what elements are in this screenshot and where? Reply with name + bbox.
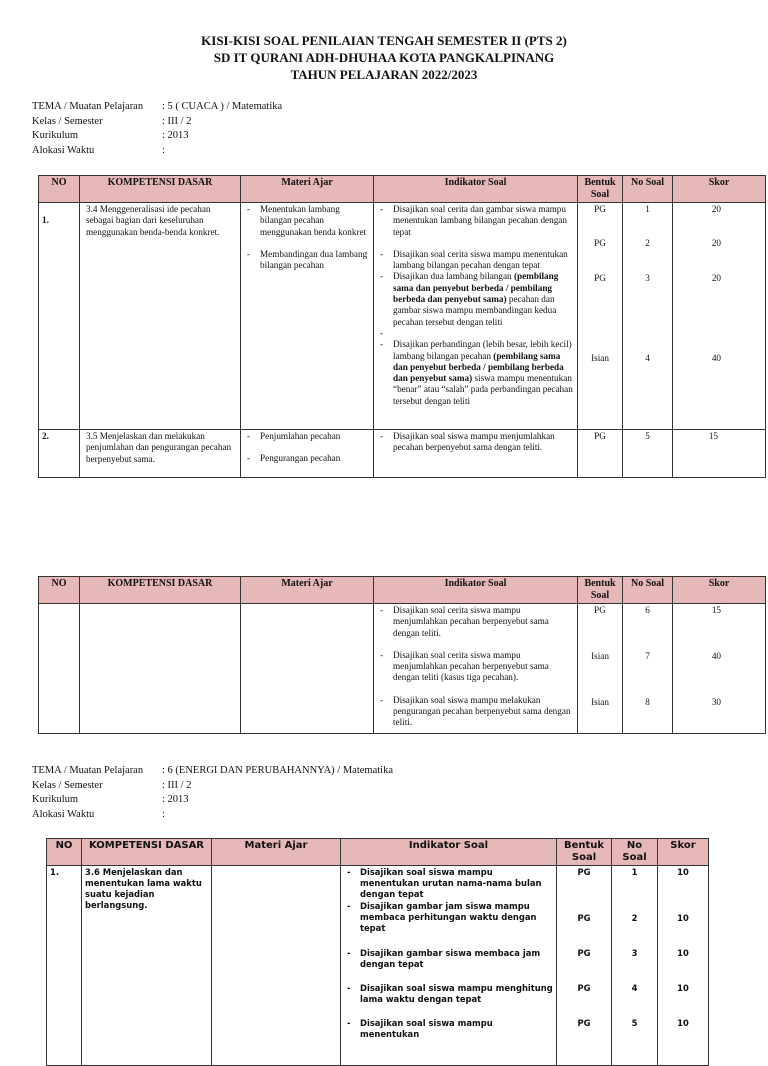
- table-row: [39, 203, 766, 430]
- no-soal: 6 7 8: [623, 604, 673, 734]
- doc-title-line1: KISI-KISI SOAL PENILAIAN TENGAH SEMESTER II (PTS 2): [201, 33, 567, 48]
- tema-label: TEMA / Muatan Pelajaran: [32, 101, 144, 112]
- col-header-bentuk: Bentuk Soal: [578, 577, 623, 604]
- kurikulum-label: Kurikulum: [32, 130, 79, 141]
- bentuk-soal: PG PG PG PG PG: [557, 866, 612, 1066]
- col-header-nosoal: No Soal: [623, 176, 673, 203]
- col-header-indikator: Indikator Soal: [374, 176, 578, 203]
- kelas-value: : III / 2: [162, 115, 192, 127]
- kisi-table-2: [38, 576, 766, 734]
- col-header-skor: Skor: [673, 176, 766, 203]
- row-number: 1.: [47, 866, 82, 1066]
- col-header-materi: Materi Ajar: [212, 839, 341, 866]
- skor: 15 40 30: [673, 604, 766, 734]
- col-header-bentuk: Bentuk Soal: [578, 176, 623, 203]
- indikator-soal: - Disajikan soal siswa mampu menjumlahkan pecahan berpenyebut sama dengan teliti.: [374, 430, 578, 478]
- row-number: 2.: [39, 430, 80, 478]
- col-header-no: NO: [47, 839, 82, 866]
- col-header-no: NO: [39, 176, 80, 203]
- col-header-indikator: Indikator Soal: [374, 577, 578, 604]
- kompetensi-dasar: 3.4 Menggeneralisasi ide pecahan sebagai bagian dari keseluruhan menggunakan benda-benda konkret.: [80, 203, 241, 430]
- row-number: 1.: [39, 203, 80, 430]
- no-soal: 1 2 3 4: [623, 203, 673, 430]
- tema-value: : 5 ( CUACA ) / Matematika: [162, 101, 283, 112]
- skor: 15: [673, 430, 766, 478]
- table-row: [47, 866, 709, 1066]
- col-header-materi: Materi Ajar: [241, 577, 374, 604]
- no-soal: 1 2 3 4 5: [612, 866, 658, 1066]
- no-soal: 5: [623, 430, 673, 478]
- indikator-soal: - Disajikan soal cerita siswa mampu menjumlahkan pecahan berpenyebut sama dengan teliti. - Disajikan soal cerita siswa mampu menjumlahkan pecahan berpenyebut sama dengan teliti (kasus tiga pecahan). - Disajikan soal siswa mampu melakukan pengurangan pecahan berpenyebut sama dengan teliti.: [374, 604, 578, 734]
- kelas-value: : III / 2: [162, 779, 192, 791]
- doc-title-line3: TAHUN PELAJARAN 2022/2023: [290, 67, 478, 82]
- col-header-bentuk: Bentuk Soal: [557, 839, 612, 866]
- kurikulum-label: Kurikulum: [32, 794, 79, 805]
- bentuk-soal: PG Isian Isian: [578, 604, 623, 734]
- kompetensi-dasar: 3.6 Menjelaskan dan menentukan lama waktu suatu kejadian berlangsung.: [82, 866, 212, 1066]
- col-header-no: NO: [39, 577, 80, 604]
- alokasi-value: :: [162, 808, 165, 820]
- indikator-soal: - Disajikan soal siswa mampu menentukan urutan nama-nama bulan dengan tepat - Disajikan gambar jam siswa mampu membaca perhitungan waktu dengan tepat - Disajikan gambar siswa membaca jam dengan tepat - Disajikan soal siswa mampu menghitung lama waktu dengan tepat - Disajikan soal siswa mampu menentukan: [341, 866, 557, 1066]
- col-header-kd: KOMPETENSI DASAR: [80, 176, 241, 203]
- col-header-skor: Skor: [658, 839, 709, 866]
- tema-value: : 6 (ENERGI DAN PERUBAHANNYA) / Matematika: [162, 765, 393, 776]
- alokasi-label: Alokasi Waktu: [32, 808, 95, 820]
- table-row: [39, 604, 766, 734]
- col-header-skor: Skor: [673, 577, 766, 604]
- bentuk-soal: PG: [578, 430, 623, 478]
- row-number: [39, 604, 80, 734]
- materi-ajar: - Menentukan lambang bilangan pecahan menggunakan benda konkret - Membandingan dua lambang bilangan pecahan: [241, 203, 374, 430]
- table-row: [39, 430, 766, 478]
- skor: 20 20 20 40: [673, 203, 766, 430]
- materi-ajar: [212, 866, 341, 1066]
- tema-label: TEMA / Muatan Pelajaran: [32, 765, 144, 776]
- materi-ajar: - Penjumlahan pecahan - Pengurangan pecahan: [241, 430, 374, 478]
- kompetensi-dasar: 3.5 Menjelaskan dan melakukan penjumlahan dan pengurangan pecahan berpenyebut sama.: [80, 430, 241, 478]
- kurikulum-value: : 2013: [162, 794, 189, 805]
- col-header-kd: KOMPETENSI DASAR: [82, 839, 212, 866]
- skor: 10 10 10 10 10: [658, 866, 709, 1066]
- materi-ajar: [241, 604, 374, 734]
- kisi-table-1: [38, 175, 766, 478]
- col-header-indikator: Indikator Soal: [341, 839, 557, 866]
- col-header-nosoal: No Soal: [623, 577, 673, 604]
- doc-title-line2: SD IT QURANI ADH-DHUHAA KOTA PANGKALPINANG: [213, 50, 555, 65]
- kelas-label: Kelas / Semester: [32, 779, 103, 791]
- kelas-label: Kelas / Semester: [32, 115, 103, 127]
- bentuk-soal: PG PG PG Isian: [578, 203, 623, 430]
- kompetensi-dasar: [80, 604, 241, 734]
- col-header-materi: Materi Ajar: [241, 176, 374, 203]
- kurikulum-value: : 2013: [162, 130, 189, 141]
- col-header-kd: KOMPETENSI DASAR: [80, 577, 241, 604]
- alokasi-label: Alokasi Waktu: [32, 144, 95, 156]
- indikator-soal: - Disajikan soal cerita dan gambar siswa mampu menentukan lambang bilangan pecahan dengan tepat - Disajikan soal cerita siswa mampu menentukan lambang bilangan pecahan dengan tepat - Disajikan dua lambang bilangan (pembilang sama dan penyebut berbeda / pembilang berbeda dan penyebut sama) pecahan dan gambar siswa mampu membandingan kedua pecahan tersebut dengan teliti - - Disajikan perbandingan (lebih besar, lebih kecil) lambang bilangan pecahan (pembilang sama dan penyebut berbeda / pembilang berbeda dan penyebut sama) siswa mampu menentukan “benar” atau “salah” pada perbandingan pecahan tersebut dengan teliti: [374, 203, 578, 430]
- alokasi-value: :: [162, 144, 165, 156]
- kisi-table-3: [46, 838, 709, 1066]
- col-header-nosoal: No Soal: [612, 839, 658, 866]
